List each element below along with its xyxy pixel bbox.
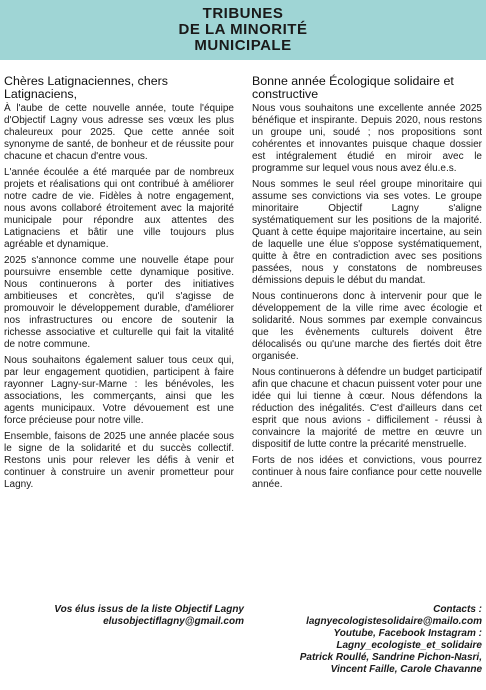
left-paragraph-5: Ensemble, faisons de 2025 une année placée sous le signe de la solidarité et du succès collectif. Restons unis pour relever les défis à venir et continuer à construire un avenir prometteur pour Lagny. [4, 431, 234, 490]
title-line-1: TRIBUNES [202, 5, 284, 22]
contact-email[interactable]: lagnyecologistesolidaire@mailo.com [306, 616, 482, 627]
right-column-article [252, 75, 482, 495]
left-article-heading: Chères Latignaciennes, chers Latignaciens, [4, 74, 168, 101]
left-signature-email[interactable]: elusobjectiflagny@gmail.com [103, 616, 244, 627]
contacts-label: Contacts : [433, 604, 482, 615]
social-label: Youtube, Facebook Instagram : [333, 628, 482, 639]
left-paragraph-1: À l'aube de cette nouvelle année, toute l'équipe d'Objectif Lagny vous adresse ses vœux les plus chaleureux pour 2025. Que cette année soit synonyme de santé, de bonheur et de réussite pour chacune et chacun d'entre vous. [4, 103, 234, 162]
right-paragraph-2: Nous sommes le seul réel groupe minoritaire qui assume ses convictions via ses votes. Le groupe minoritaire Objectif Lagny s'aligne systématiquement sur les positions de la majorité. Quant à cette équipe majoritaire incertaine, au sein de laquelle une élue s'oppose systématiquement, quitte à être en contradiction avec ses positions passées, nous y constatons de nombreuses démissions depuis le début du mandat. [252, 179, 482, 286]
section-title [0, 0, 486, 54]
social-handle[interactable]: Lagny_ecologiste_et_solidaire [336, 640, 482, 651]
left-signature [4, 604, 244, 628]
left-column-article [4, 75, 234, 495]
right-paragraph-3: Nous continuerons donc à intervenir pour que le développement de la ville rime avec écologie et solidarité. Nous sommes par exemple convaincus que les évènements culturels doivent être délocalisés ou qu'une marche des fiertés doit être organisée. [252, 291, 482, 362]
right-signature [252, 604, 482, 676]
signatories-line-1: Patrick Roullé, Sandrine Pichon-Nasri, [299, 652, 482, 663]
title-line-2: DE LA MINORITÉ [178, 21, 308, 38]
left-paragraph-2: L'année écoulée a été marquée par de nombreux projets et réalisations qui ont contribué à améliorer notre cadre de vie. Fidèles à notre engagement, nous avons collaboré étroitement avec la majorité municipale pour répondre aux attentes des Latignaciens et bâtir une ville toujours plus agréable et dynamique. [4, 167, 234, 250]
left-signature-group: Vos élus issus de la liste Objectif Lagny [54, 604, 244, 615]
right-article-heading: Bonne année Écologique solidaire et constructive [252, 74, 454, 101]
left-paragraph-3: 2025 s'annonce comme une nouvelle étape pour poursuivre ensemble cette dynamique positive. Nous continuerons à porter des initiatives ambitieuses et concrètes, qu'il s'agisse de promouvoir le développement durable, d'améliorer nos infrastructures ou encore de soutenir la richesse associative et culturelle qui fait la vitalité de notre commune. [4, 255, 234, 350]
title-line-3: MUNICIPALE [194, 37, 292, 54]
signatories-line-2: Vincent Faille, Carole Chavanne [330, 664, 482, 675]
section-banner [0, 0, 486, 60]
right-paragraph-5: Forts de nos idées et convictions, vous pourrez continuer à nous faire confiance pour cette nouvelle année. [252, 455, 482, 490]
right-paragraph-4: Nous continuerons à défendre un budget participatif afin que chacune et chacun puissent voter pour une idée qui lui tienne à cœur. Nous défendons la réduction des inégalités. C'est d'ailleurs dans cet esprit que nous avions - difficilement - réussi à convaincre la majorité de mettre en œuvre un dispositif de lutte contre la précarité menstruelle. [252, 367, 482, 450]
right-paragraph-1: Nous vous souhaitons une excellente année 2025 bénéfique et inspirante. Depuis 2020, nous restons un groupe uni, soudé ; nos propositions sont cohérentes et innovantes puisque chaque dossier est intégralement étudié en miroir avec le programme sur lequel vous nous avez élu.e.s. [252, 103, 482, 174]
left-paragraph-4: Nous souhaitons également saluer tous ceux qui, par leur engagement quotidien, participent à faire rayonner Lagny-sur-Marne : les bénévoles, les associations, les commerçants, ainsi que les agents municipaux. Votre dévouement est une force précieuse pour notre ville. [4, 355, 234, 426]
